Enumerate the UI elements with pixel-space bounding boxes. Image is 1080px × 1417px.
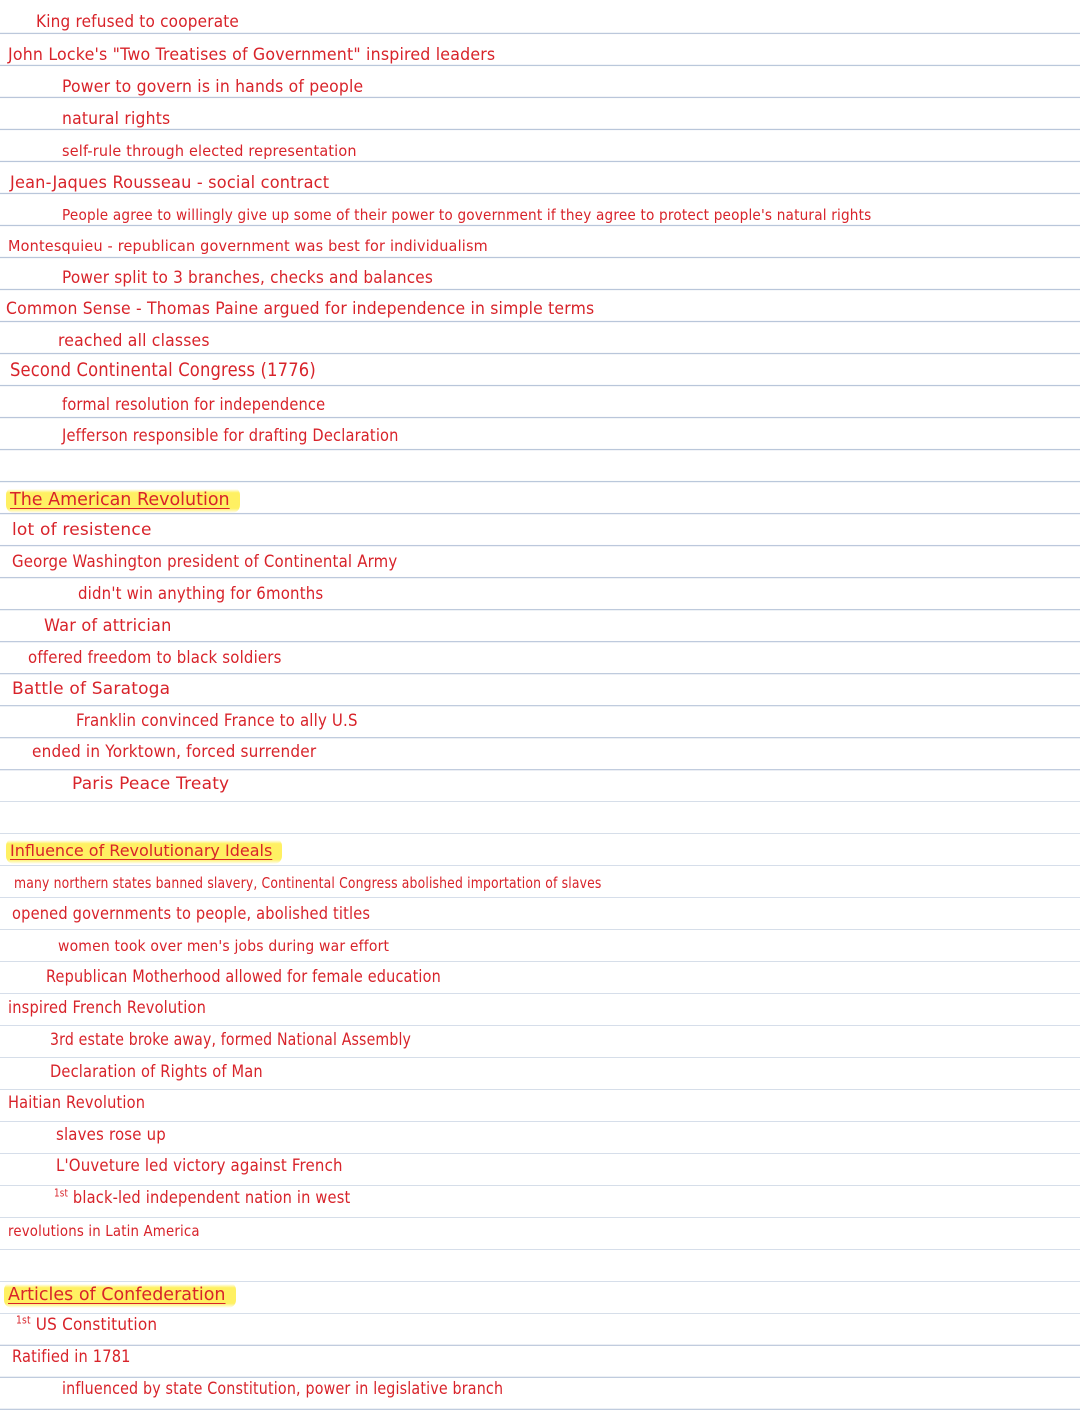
- note-line: didn't win anything for 6months: [78, 584, 324, 604]
- note-line: Haitian Revolution: [8, 1093, 146, 1113]
- note-line: many northern states banned slavery, Continental Congress abolished importation of slaves: [14, 874, 602, 892]
- note-line: Common Sense - Thomas Paine argued for independence in simple terms: [6, 299, 595, 319]
- note-line: self-rule through elected representation: [62, 142, 357, 160]
- note-line: [16, 1314, 157, 1336]
- note-line: Jefferson responsible for drafting Declaration: [62, 426, 399, 446]
- note-line: influenced by state Constitution, power in legislative branch: [62, 1379, 504, 1399]
- note-line: Ratified in 1781: [12, 1347, 131, 1367]
- superscript-first: 1st: [54, 1188, 69, 1200]
- note-line: offered freedom to black soldiers: [28, 648, 282, 668]
- note-line: slaves rose up: [56, 1125, 166, 1145]
- note-line: [54, 1187, 350, 1209]
- note-line: War of attrician: [44, 616, 172, 636]
- note-line: revolutions in Latin America: [8, 1222, 200, 1240]
- note-line: Republican Motherhood allowed for female education: [46, 967, 441, 987]
- note-line: Montesquieu - republican government was best for individualism: [8, 237, 488, 255]
- note-line-text: black-led independent nation in west: [72, 1188, 351, 1208]
- note-line: women took over men's jobs during war effort: [58, 937, 390, 955]
- note-line: Battle of Saratoga: [12, 679, 171, 699]
- note-line: King refused to cooperate: [36, 12, 240, 32]
- note-line: Second Continental Congress (1776): [10, 359, 316, 381]
- note-line: inspired French Revolution: [8, 998, 207, 1018]
- note-line: Paris Peace Treaty: [72, 774, 230, 794]
- section-heading-influence: Influence of Revolutionary Ideals: [6, 838, 282, 864]
- note-line: opened governments to people, abolished titles: [12, 904, 371, 924]
- note-line: People agree to willingly give up some of their power to government if they agree to protect people's natural rights: [62, 206, 872, 224]
- note-line: lot of resistence: [12, 520, 152, 540]
- note-line: L'Ouveture led victory against French: [56, 1156, 343, 1176]
- superscript-first: 1st: [16, 1315, 31, 1327]
- note-line: George Washington president of Continental Army: [12, 552, 398, 572]
- note-line: Franklin convinced France to ally U.S: [76, 711, 358, 731]
- section-heading-american-revolution: The American Revolution: [6, 487, 240, 513]
- note-line: formal resolution for independence: [62, 395, 326, 415]
- section-heading-articles: Articles of Confederation: [4, 1282, 236, 1308]
- note-line: Jean-Jaques Rousseau - social contract: [10, 173, 330, 193]
- note-line: Power to govern is in hands of people: [62, 77, 364, 97]
- note-line: ended in Yorktown, forced surrender: [32, 742, 317, 762]
- note-line: John Locke's "Two Treatises of Government" inspired leaders: [8, 45, 496, 65]
- note-line: Power split to 3 branches, checks and balances: [62, 268, 434, 288]
- note-line: natural rights: [62, 109, 171, 129]
- note-line: reached all classes: [58, 331, 210, 351]
- note-line: Declaration of Rights of Man: [50, 1062, 263, 1082]
- note-line-text: US Constitution: [35, 1315, 158, 1335]
- note-line: 3rd estate broke away, formed National Assembly: [50, 1030, 412, 1050]
